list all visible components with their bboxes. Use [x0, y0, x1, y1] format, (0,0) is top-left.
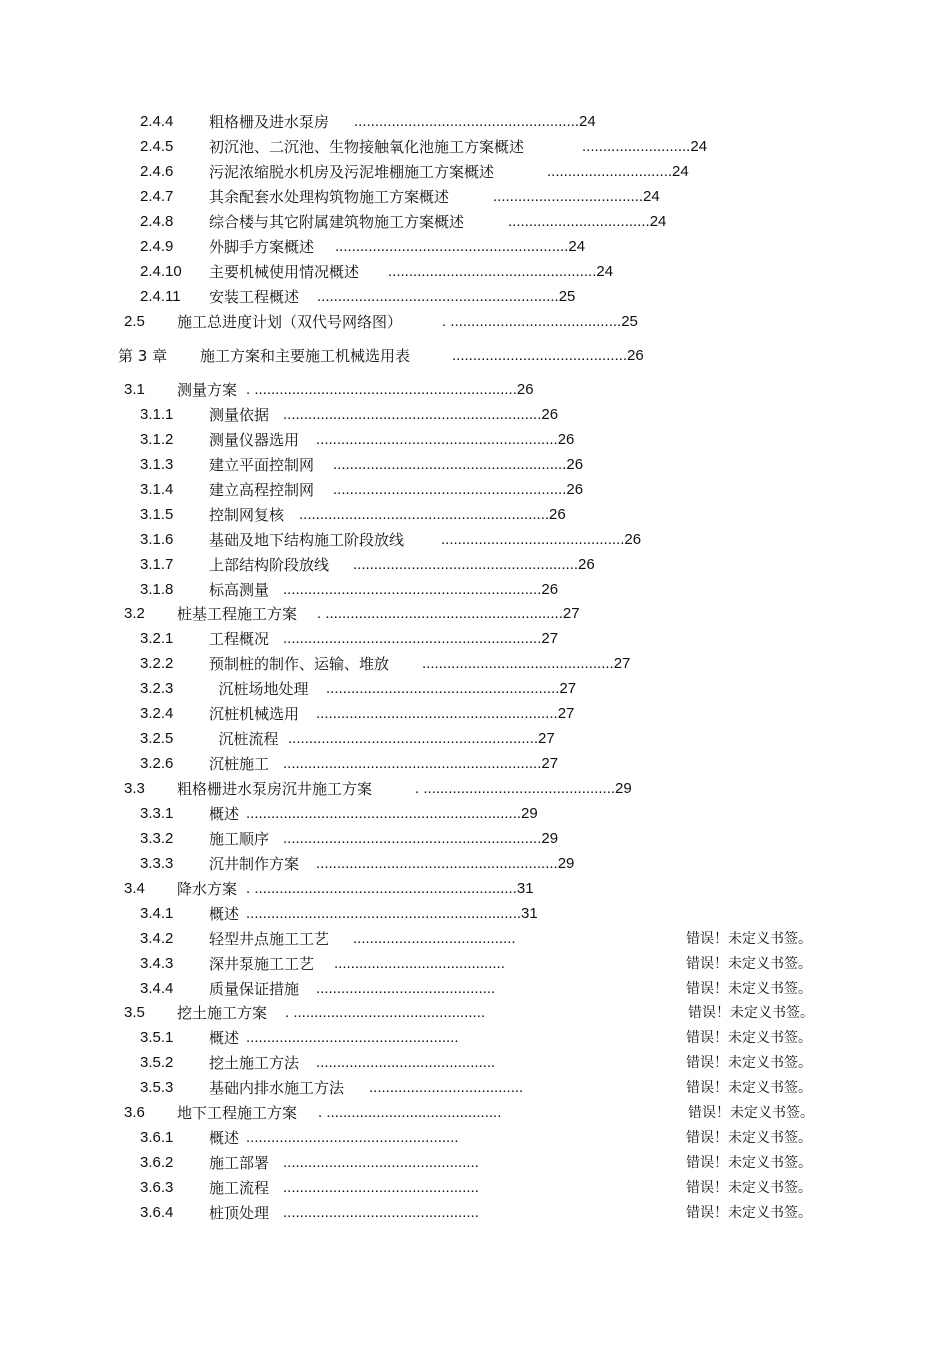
toc-entry-leader-page: . ...............................................................26 [246, 381, 534, 398]
toc-entry-bookmark-error: 错误！未定义书签。 [686, 1055, 812, 1071]
toc-entry-title: 施工部署 [209, 1154, 270, 1172]
toc-entry-number: 3.1.3 [140, 456, 174, 473]
toc-entry-title: 概述 [209, 805, 240, 823]
toc-entry-leader-page: ....................................... [353, 930, 516, 947]
toc-entry-number: 3.4.4 [140, 980, 174, 997]
toc-entry-number: 3.3.1 [140, 805, 174, 822]
toc-entry[interactable] [0, 261, 950, 283]
toc-entry-title: 沉桩机械选用 [209, 705, 300, 723]
toc-entry-leader-page: ..............................................................26 [283, 581, 559, 598]
toc-entry-title: 概述 [209, 905, 240, 923]
toc-entry-number: 3.2.2 [140, 655, 174, 672]
toc-entry[interactable] [0, 345, 950, 367]
toc-entry[interactable] [0, 1027, 950, 1049]
toc-entry-number: 3.3 [124, 780, 145, 797]
toc-entry-number: 3.4 [124, 880, 145, 897]
toc-entry-number: 3.1.1 [140, 406, 174, 423]
toc-entry-number: 3.5 [124, 1004, 145, 1021]
toc-entry-title: 沉桩流程 [209, 730, 279, 748]
toc-entry-leader-page: ....................................24 [493, 188, 660, 205]
toc-entry-number: 2.4.6 [140, 163, 174, 180]
toc-entry-leader-page: ..................................................................31 [246, 905, 538, 922]
toc-entry-title: 其余配套水处理构筑物施工方案概述 [209, 188, 450, 206]
toc-entry[interactable] [0, 978, 950, 1000]
toc-entry-number: 2.4.10 [140, 263, 182, 280]
toc-entry[interactable] [0, 828, 950, 850]
toc-entry-title: 测量依据 [209, 406, 270, 424]
toc-entry-title: 粗格栅进水泵房沉井施工方案 [177, 780, 373, 798]
toc-entry-number: 2.4.8 [140, 213, 174, 230]
toc-entry-title: 施工顺序 [209, 830, 270, 848]
toc-entry[interactable] [0, 703, 950, 725]
toc-entry[interactable] [0, 1052, 950, 1074]
toc-entry-number: 3.5.3 [140, 1079, 174, 1096]
toc-entry-number: 3.6.1 [140, 1129, 174, 1146]
toc-entry-leader-page: ..............................24 [547, 163, 689, 180]
toc-entry-leader-page: ..................................... [369, 1079, 524, 1096]
toc-entry[interactable] [0, 1127, 950, 1149]
toc-entry-number: 3.1.4 [140, 481, 174, 498]
toc-entry[interactable] [0, 1077, 950, 1099]
toc-entry-bookmark-error: 错误！未定义书签。 [688, 1005, 814, 1021]
toc-entry[interactable] [0, 1152, 950, 1174]
toc-entry-number: 3.3.3 [140, 855, 174, 872]
toc-entry[interactable] [0, 603, 950, 625]
toc-entry-leader-page: ........................................... [316, 1054, 496, 1071]
toc-entry-title: 概述 [209, 1029, 240, 1047]
toc-entry[interactable] [0, 429, 950, 451]
toc-entry-leader-page: ..........................................................29 [316, 855, 575, 872]
toc-entry-title: 施工总进度计划（双代号网络图） [177, 313, 403, 331]
toc-entry[interactable] [0, 161, 950, 183]
toc-entry-number: 第 3 章 [118, 347, 168, 365]
toc-entry-leader-page: ..........................................26 [452, 347, 644, 364]
toc-entry-title: 上部结构阶段放线 [209, 556, 330, 574]
toc-entry[interactable] [0, 853, 950, 875]
toc-entry-number: 3.2.6 [140, 755, 174, 772]
toc-entry-leader-page: ..................................................24 [388, 263, 614, 280]
toc-entry-title: 标高测量 [209, 581, 270, 599]
toc-entry[interactable] [0, 311, 950, 333]
toc-entry-title: 主要机械使用情况概述 [209, 263, 360, 281]
toc-entry[interactable] [0, 728, 950, 750]
toc-entry-bookmark-error: 错误！未定义书签。 [686, 956, 812, 972]
toc-entry[interactable] [0, 111, 950, 133]
toc-entry-title: 外脚手方案概述 [209, 238, 315, 256]
toc-entry-title: 沉桩施工 [209, 755, 270, 773]
toc-entry-title: 初沉池、二沉池、生物接触氧化池施工方案概述 [209, 138, 525, 156]
toc-entry-title: 挖土施工方案 [177, 1004, 268, 1022]
toc-entry[interactable] [0, 1102, 950, 1124]
toc-entry[interactable] [0, 186, 950, 208]
toc-entry-title: 建立高程控制网 [209, 481, 315, 499]
toc-entry-number: 3.6 [124, 1104, 145, 1121]
toc-entry[interactable] [0, 1202, 950, 1224]
toc-entry[interactable] [0, 1177, 950, 1199]
toc-entry-title: 轻型井点施工工艺 [209, 930, 330, 948]
toc-entry-number: 3.3.2 [140, 830, 174, 847]
toc-entry[interactable] [0, 653, 950, 675]
toc-entry-leader-page: ........................................................26 [333, 481, 584, 498]
toc-entry-number: 2.4.11 [140, 288, 181, 305]
toc-entry-number: 3.4.1 [140, 905, 174, 922]
toc-entry-number: 3.1.6 [140, 531, 174, 548]
toc-entry-leader-page: ..................................................................29 [246, 805, 538, 822]
toc-entry-number: 2.4.9 [140, 238, 174, 255]
toc-entry-number: 3.1.5 [140, 506, 174, 523]
toc-entry-number: 3.4.2 [140, 930, 174, 947]
toc-entry-leader-page: ..........................................................26 [316, 431, 575, 448]
toc-entry-leader-page: ............................................... [283, 1204, 479, 1221]
toc-entry-bookmark-error: 错误！未定义书签。 [688, 1105, 814, 1121]
toc-entry[interactable] [0, 136, 950, 158]
toc-entry-number: 3.6.2 [140, 1154, 174, 1171]
toc-entry-title: 建立平面控制网 [209, 456, 315, 474]
toc-entry-leader-page: . .........................................25 [442, 313, 638, 330]
toc-entry-leader-page: ......................................................26 [353, 556, 595, 573]
toc-entry-title: 基础内排水施工方法 [209, 1079, 345, 1097]
toc-entry-number: 2.4.4 [140, 113, 174, 130]
toc-entry-leader-page: ............................................... [283, 1179, 479, 1196]
toc-entry-title: 粗格栅及进水泵房 [209, 113, 330, 131]
toc-entry[interactable] [0, 803, 950, 825]
toc-entry[interactable] [0, 454, 950, 476]
toc-entry-title: 控制网复核 [209, 506, 285, 524]
toc-entry-bookmark-error: 错误！未定义书签。 [686, 1180, 812, 1196]
toc-entry-leader-page: ..........................24 [582, 138, 708, 155]
toc-entry-leader-page: . .........................................................27 [317, 605, 580, 622]
toc-entry-bookmark-error: 错误！未定义书签。 [686, 1130, 812, 1146]
toc-entry-leader-page: ............................................................26 [299, 506, 566, 523]
toc-entry-bookmark-error: 错误！未定义书签。 [686, 1205, 812, 1221]
toc-entry-title: 质量保证措施 [209, 980, 300, 998]
toc-entry-title: 挖土施工方法 [209, 1054, 300, 1072]
toc-entry[interactable] [0, 628, 950, 650]
toc-entry-bookmark-error: 错误！未定义书签。 [686, 1030, 812, 1046]
toc-entry[interactable] [0, 554, 950, 576]
toc-entry-leader-page: ............................................26 [441, 531, 642, 548]
toc-entry-title: 施工流程 [209, 1179, 270, 1197]
toc-entry-leader-page: ............................................................27 [288, 730, 555, 747]
toc-entry-title: 安装工程概述 [209, 288, 300, 306]
toc-entry-title: 桩基工程施工方案 [177, 605, 298, 623]
toc-entry-leader-page: ..............................................................27 [283, 630, 559, 647]
toc-entry-leader-page: ..................................24 [508, 213, 667, 230]
toc-entry[interactable] [0, 928, 950, 950]
toc-entry-title: 地下工程施工方案 [177, 1104, 298, 1122]
toc-entry[interactable] [0, 678, 950, 700]
toc-entry-title: 深井泵施工工艺 [209, 955, 315, 973]
toc-entry[interactable] [0, 504, 950, 526]
toc-entry-title: 工程概况 [209, 630, 270, 648]
toc-entry-leader-page: ................................................... [246, 1129, 459, 1146]
toc-entry-number: 3.1 [124, 381, 145, 398]
toc-entry-number: 3.2 [124, 605, 145, 622]
toc-entry-leader-page: ..............................................................26 [283, 406, 559, 423]
toc-entry-title: 污泥浓缩脱水机房及污泥堆棚施工方案概述 [209, 163, 495, 181]
toc-entry-number: 3.1.2 [140, 431, 174, 448]
toc-entry-leader-page: . ..............................................29 [415, 780, 632, 797]
toc-entry-number: 3.2.3 [140, 680, 174, 697]
toc-entry-bookmark-error: 错误！未定义书签。 [686, 1080, 812, 1096]
toc-entry[interactable] [0, 404, 950, 426]
toc-entry-title: 预制桩的制作、运输、堆放 [209, 655, 390, 673]
toc-entry[interactable] [0, 211, 950, 233]
toc-entry-number: 2.4.7 [140, 188, 174, 205]
toc-entry-leader-page: ..........................................................25 [317, 288, 576, 305]
toc-entry-title: 综合楼与其它附属建筑物施工方案概述 [209, 213, 465, 231]
toc-entry[interactable] [0, 286, 950, 308]
toc-entry[interactable] [0, 479, 950, 501]
toc-entry-leader-page: ........................................................24 [335, 238, 586, 255]
toc-entry-number: 3.2.5 [140, 730, 174, 747]
toc-entry[interactable] [0, 778, 950, 800]
toc-entry-title: 施工方案和主要施工机械选用表 [200, 347, 411, 365]
toc-entry-title: 概述 [209, 1129, 240, 1147]
toc-entry-leader-page: . .......................................... [318, 1104, 502, 1121]
toc-entry-title: 测量仪器选用 [209, 431, 300, 449]
toc-entry-title: 基础及地下结构施工阶段放线 [209, 531, 405, 549]
toc-entry-leader-page: ..........................................................27 [316, 705, 575, 722]
toc-entry-leader-page: ........................................................26 [333, 456, 584, 473]
toc-entry-number: 3.2.1 [140, 630, 174, 647]
toc-entry[interactable] [0, 579, 950, 601]
toc-entry-number: 3.6.4 [140, 1204, 174, 1221]
toc-entry[interactable] [0, 953, 950, 975]
toc-entry-title: 沉桩场地处理 [209, 680, 309, 698]
toc-entry-number: 3.1.8 [140, 581, 174, 598]
toc-entry-title: 沉井制作方案 [209, 855, 300, 873]
toc-entry-number: 3.4.3 [140, 955, 174, 972]
toc-entry-number: 3.5.1 [140, 1029, 174, 1046]
toc-entry-leader-page: ..............................................................27 [283, 755, 559, 772]
toc-entry-number: 3.2.4 [140, 705, 174, 722]
toc-entry-bookmark-error: 错误！未定义书签。 [686, 1155, 812, 1171]
toc-entry-number: 3.1.7 [140, 556, 174, 573]
toc-entry[interactable] [0, 1002, 950, 1024]
toc-entry-title: 桩顶处理 [209, 1204, 270, 1222]
toc-entry-leader-page: ..............................................27 [422, 655, 631, 672]
toc-entry[interactable] [0, 379, 950, 401]
toc-entry-leader-page: ........................................................27 [326, 680, 577, 697]
toc-entry-leader-page: ......................................................24 [354, 113, 596, 130]
toc-entry[interactable] [0, 753, 950, 775]
toc-entry-leader-page: ................................................... [246, 1029, 459, 1046]
toc-entry[interactable] [0, 903, 950, 925]
toc-entry-leader-page: ......................................... [334, 955, 505, 972]
toc-entry-number: 2.4.5 [140, 138, 174, 155]
toc-entry[interactable] [0, 878, 950, 900]
toc-entry-leader-page: . ...............................................................31 [246, 880, 534, 897]
toc-entry-title: 降水方案 [177, 880, 238, 898]
toc-entry-leader-page: ..............................................................29 [283, 830, 559, 847]
toc-entry-leader-page: . .............................................. [285, 1004, 486, 1021]
toc-entry-number: 3.6.3 [140, 1179, 174, 1196]
toc-entry-title: 测量方案 [177, 381, 238, 399]
toc-entry-leader-page: ............................................... [283, 1154, 479, 1171]
toc-entry[interactable] [0, 236, 950, 258]
toc-entry-leader-page: ........................................... [316, 980, 496, 997]
toc-entry-bookmark-error: 错误！未定义书签。 [686, 931, 812, 947]
toc-entry-number: 3.5.2 [140, 1054, 174, 1071]
toc-entry-bookmark-error: 错误！未定义书签。 [686, 981, 812, 997]
toc-entry[interactable] [0, 529, 950, 551]
toc-entry-number: 2.5 [124, 313, 145, 330]
